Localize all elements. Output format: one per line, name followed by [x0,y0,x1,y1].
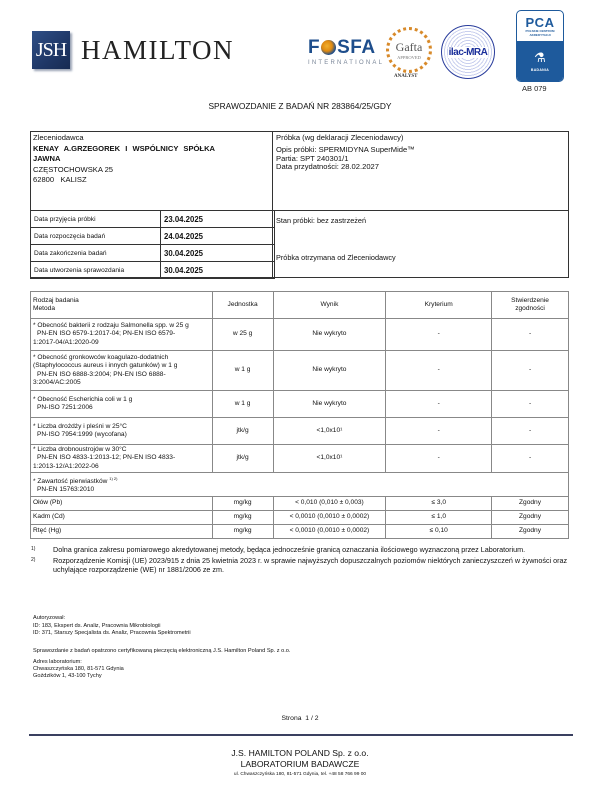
table-row [31,351,569,391]
result-cell: Nie wykryto [273,319,386,351]
footer-company-name: J.S. HAMILTON POLAND Sp. z o.o. [231,748,369,758]
conformity-cell: - [492,351,569,391]
date-label: Data przyjęcia próbki [31,211,161,228]
date-value: 24.04.2025 [161,228,275,245]
client-city: 62800 KALISZ [33,175,87,184]
result-cell: <1,0x10¹ [273,445,386,473]
unit-cell: w 1 g [212,351,273,391]
results-table [30,291,569,539]
footnote-mark: 1) [31,546,36,552]
element-name-cell: Kadm (Cd) [31,511,213,525]
footnotes [31,545,571,576]
result-cell: < 0,0010 (0,0010 ± 0,0002) [273,511,386,525]
fosfa-subtitle: INTERNATIONAL [308,60,385,66]
footnote [31,556,571,575]
date-row [31,262,275,279]
jsh-monogram-icon: JSH [32,31,70,69]
client-block [33,133,215,186]
result-cell: Nie wykryto [273,391,386,418]
criterion-cell: ≤ 0,10 [386,525,492,539]
date-label: Data zakończenia badań [31,245,161,262]
sample-condition: Stan próbki: bez zastrzeżeń [276,216,367,225]
result-cell: < 0,010 (0,010 ± 0,003) [273,497,386,511]
pca-accreditation-logo [516,10,564,82]
hamilton-wordmark: HAMILTON [81,34,235,65]
conformity-cell: - [492,418,569,445]
gafta-approved: APPROVED [397,55,421,60]
lab-address-line: Chwaszczyńska 180, 81-571 Gdynia [33,666,124,673]
page-number: Strona 1 / 2 [281,715,319,722]
test-name-cell: * Obecność Escherichia coli w 1 g PN-ISO 7251:2006 [31,391,213,418]
dates-table [30,210,275,279]
sample-label: Próbka (wg deklaracji Zleceniodawcy) [276,133,404,142]
table-row [31,511,569,525]
pca-subtitle-2: AKREDYTACJI [529,32,551,37]
footnote [31,545,571,555]
header-test-type: Rodzaj badania Metoda [31,292,213,319]
sample-origin: Próbka otrzymana od Zleceniodawcy [276,253,396,262]
accreditation-code: AB 079 [522,84,547,93]
footnote-mark: 2) [31,556,36,563]
header-criterion: Kryterium [386,292,492,319]
header-conformity: Stwierdzenie zgodności [492,292,569,319]
result-cell: <1,0x10¹ [273,418,386,445]
footnote-text: Rozporządzenie Komisji (UE) 2023/915 z dnia 25 kwietnia 2023 r. w sprawie najwyższych dopuszczalnych poziomów niektórych zanieczyszczeń w żywności oraz uchylające rozporządzenie (WE) nr 1881/2006 ze zm. [53,555,568,574]
date-label: Data utworzenia sprawozdania [31,262,161,279]
test-name-cell: * Obecność gronkowców koagulazo-dodatnich (Staphylococcus aureus i innych gatunków) w 1 g PN-EN ISO 6888-3:2004; PN-EN ISO 6888- 3:2004/AC:2005 [31,351,213,391]
lab-address-label: Adres laboratorium: [33,659,82,665]
element-name-cell: Rtęć (Hg) [31,525,213,539]
table-row [31,497,569,511]
date-value: 23.04.2025 [161,211,275,228]
date-row [31,211,275,228]
ilac-mra-logo [441,25,495,79]
conformity-cell: Zgodny [492,511,569,525]
electronic-stamp-note: Sprawozdanie z badań opatrzono certyfikowaną pieczęcią elektroniczną J.S. Hamilton Poland Sp. z o.o. [33,648,291,654]
results-header-row [31,292,569,319]
test-name-cell: * Liczba drobnoustrojów w 30°C PN-EN ISO 4833-1:2013-12; PN-EN ISO 4833- 1:2013-12/A1:2022-06 [31,445,213,473]
gafta-name: Gafta [395,40,423,54]
sample-batch: Partia: SPT 240301/1 [276,153,349,163]
unit-cell: mg/kg [212,511,273,525]
footnote-text: Dolna granica zakresu pomiarowego akredytowanej metody, będąca jednocześnie granicą oznaczania ilościowego wyznaczoną przez Laboratorium. [53,545,526,554]
unit-cell: w 1 g [212,391,273,418]
authorization-line: ID: 183, Ekspert ds. Analiz, Pracownia Mikrobiologii [33,622,161,629]
footer-company [0,748,600,770]
elements-group-row [31,473,569,497]
date-label: Data rozpoczęcia badań [31,228,161,245]
criterion-cell: - [386,351,492,391]
criterion-cell: - [386,445,492,473]
date-value: 30.04.2025 [161,245,275,262]
table-row [31,418,569,445]
criterion-cell: ≤ 3,0 [386,497,492,511]
result-cell: Nie wykryto [273,351,386,391]
authorization-label: Autoryzował: [33,615,66,621]
authorization-block [33,615,191,638]
table-row [31,391,569,418]
footer-lab-name: LABORATORIUM BADAWCZE [240,759,360,769]
fosfa-name-left: F [308,37,321,58]
table-row [31,525,569,539]
test-name-cell: * Obecność bakterii z rodzaju Salmonella spp. w 25 g PN-EN ISO 6579-1:2017-04; PN-EN ISO 6579- 1:2017-04/A1:2020-09 [31,319,213,351]
report-title: SPRAWOZDANIE Z BADAŃ NR 283864/25/GDY [208,101,392,111]
unit-cell: jtk/g [212,445,273,473]
client-label: Zleceniodawca [33,133,84,142]
unit-cell: mg/kg [212,497,273,511]
unit-cell: mg/kg [212,525,273,539]
client-name-2: JAWNA [33,154,61,163]
date-row [31,228,275,245]
criterion-cell: - [386,418,492,445]
flask-icon: ⚗ [534,49,546,65]
hamilton-logo [32,31,234,69]
criterion-cell: - [386,391,492,418]
authorization-line: ID: 371, Starszy Specjalista ds. Analiz, Pracownia Spektrometrii [33,630,191,636]
header-unit: Jednostka [212,292,273,319]
conformity-cell: - [492,445,569,473]
unit-cell: w 25 g [212,319,273,351]
sample-expiry: Data przydatności: 28.02.2027 [276,162,380,172]
conformity-cell: - [492,391,569,418]
ilac-mra-text: ilac-MRA [448,46,488,58]
footer-divider [29,734,573,736]
conformity-cell: - [492,319,569,351]
sample-block [276,146,415,172]
conformity-cell: Zgodny [492,525,569,539]
globe-icon [321,40,336,55]
conformity-cell: Zgodny [492,497,569,511]
sample-description: Opis próbki: SPERMIDYNA SuperMide™ [276,145,415,154]
gafta-logo [386,27,432,73]
lab-address-block [33,659,124,681]
lab-address-line: Goździków 1, 43-100 Tychy [33,673,102,680]
client-name-1: KENAY A.GRZEGOREK I WSPÓLNICY SPÓŁKA [33,143,216,153]
pca-subtitle-1: POLSKIE CENTRUM [525,29,555,33]
result-cell: < 0,0010 (0,0010 ± 0,0002) [273,525,386,539]
criterion-cell: - [386,319,492,351]
table-row [31,319,569,351]
test-name-cell: * Liczba drożdży i pleśni w 25°C PN-ISO 7954:1999 (wycofana) [31,418,213,445]
date-value: 30.04.2025 [161,262,275,279]
date-row [31,245,275,262]
elements-group-cell: * Zawartość pierwiastków $^{1) 2)}$ PN-EN 15763:2010 [31,473,569,497]
criterion-cell: ≤ 1,0 [386,511,492,525]
fosfa-name-right: SFA [337,37,376,58]
client-street: CZĘSTOCHOWSKA 25 [33,164,114,174]
fosfa-logo [308,37,384,66]
table-row [31,445,569,473]
header-result: Wynik [273,292,386,319]
unit-cell: jtk/g [212,418,273,445]
pca-name: PCA [525,15,555,30]
gafta-role: ANALYST [394,74,418,79]
pca-badge: BADANIA [530,67,550,72]
element-name-cell: Ołów (Pb) [31,497,213,511]
footer-address: ul. Chwaszczyńska 180, 81-571 Gdynia, tel. +48 58 766 99 00 [233,772,367,777]
